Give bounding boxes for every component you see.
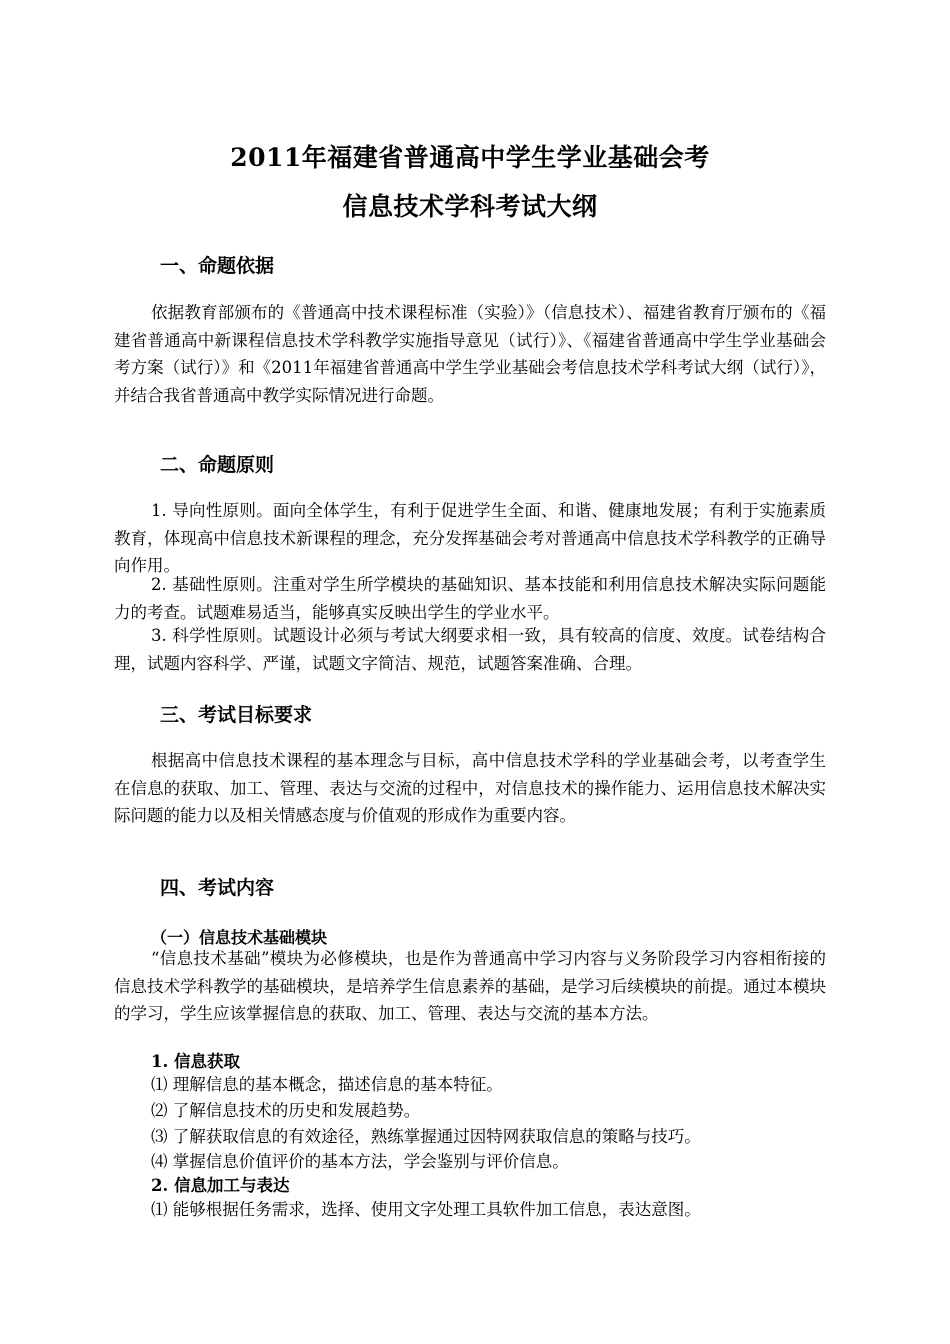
subsection-title-acquisition: 1. 信息获取 — [151, 1052, 240, 1071]
acquisition-item-2: ⑵ 了解信息技术的历史和发展趋势。 — [151, 1101, 421, 1120]
principle-scientific-paragraph: 3. 科学性原则。试题设计必须与考试大纲要求相一致，具有较高的信度、效度。试卷结构合理，试题内容科学、严谨，试题文字简洁、规范，试题答案准确、合理。 — [114, 626, 826, 673]
processing-item-1: ⑴ 能够根据任务需求，选择、使用文字处理工具软件加工信息，表达意图。 — [151, 1200, 701, 1219]
acquisition-item-1: ⑴ 理解信息的基本概念，描述信息的基本特征。 — [151, 1075, 503, 1094]
module-paragraph: “信息技术基础”模块为必修模块，也是作为普通高中学习内容与义务阶段学习内容相衔接的信息技术学科教学的基础模块，是培养学生信息素养的基础，是学习后续模块的前提。通过本模块的学习，学生应该掌握信息的获取、加工、管理、表达与交流的基本方法。 — [114, 949, 826, 1023]
document-title-line2: 信息技术学科考试大纲 — [342, 192, 598, 221]
subsection-title-processing: 2. 信息加工与表达 — [151, 1176, 290, 1195]
section-heading-principles: 二、命题原则 — [160, 454, 275, 476]
principle-basic-paragraph: 2. 基础性原则。注重对学生所学模块的基础知识、基本技能和利用信息技术解决实际问题能力的考查。试题难易适当，能够真实反映出学生的学业水平。 — [114, 575, 826, 622]
section-heading-content: 四、考试内容 — [160, 877, 275, 899]
acquisition-item-3: ⑶ 了解获取信息的有效途径，熟练掌握通过因特网获取信息的策略与技巧。 — [151, 1127, 701, 1146]
document-title-line1: 2011年福建省普通高中学生学业基础会考 — [230, 143, 710, 172]
module-title: （一）信息技术基础模块 — [151, 928, 328, 947]
principle-guidance-paragraph: 1. 导向性原则。面向全体学生，有利于促进学生全面、和谐、健康地发展；有利于实施素质教育，体现高中信息技术新课程的理念，充分发挥基础会考对普通高中信息技术学科教学的正确导向作用。 — [114, 501, 826, 575]
section-heading-goals: 三、考试目标要求 — [160, 704, 313, 726]
section-basis-paragraph: 依据教育部颁布的《普通高中技术课程标准（实验）》（信息技术）、福建省教育厅颁布的《福建省普通高中新课程信息技术学科教学实施指导意见（试行）》、《福建省普通高中学生学业基础会考方案（试行）》和《2011年福建省普通高中学生学业基础会考信息技术学科考试大纲（试行）》，并结合我省普通高中教学实际情况进行命题。 — [114, 303, 826, 405]
section-heading-basis: 一、命题依据 — [160, 255, 275, 277]
section-goals-paragraph: 根据高中信息技术课程的基本理念与目标，高中信息技术学科的学业基础会考，以考查学生在信息的获取、加工、管理、表达与交流的过程中，对信息技术的操作能力、运用信息技术解决实际问题的能力以及相关情感态度与价值观的形成作为重要内容。 — [114, 751, 826, 825]
acquisition-item-4: ⑷ 掌握信息价值评价的基本方法，学会鉴别与评价信息。 — [151, 1152, 569, 1171]
